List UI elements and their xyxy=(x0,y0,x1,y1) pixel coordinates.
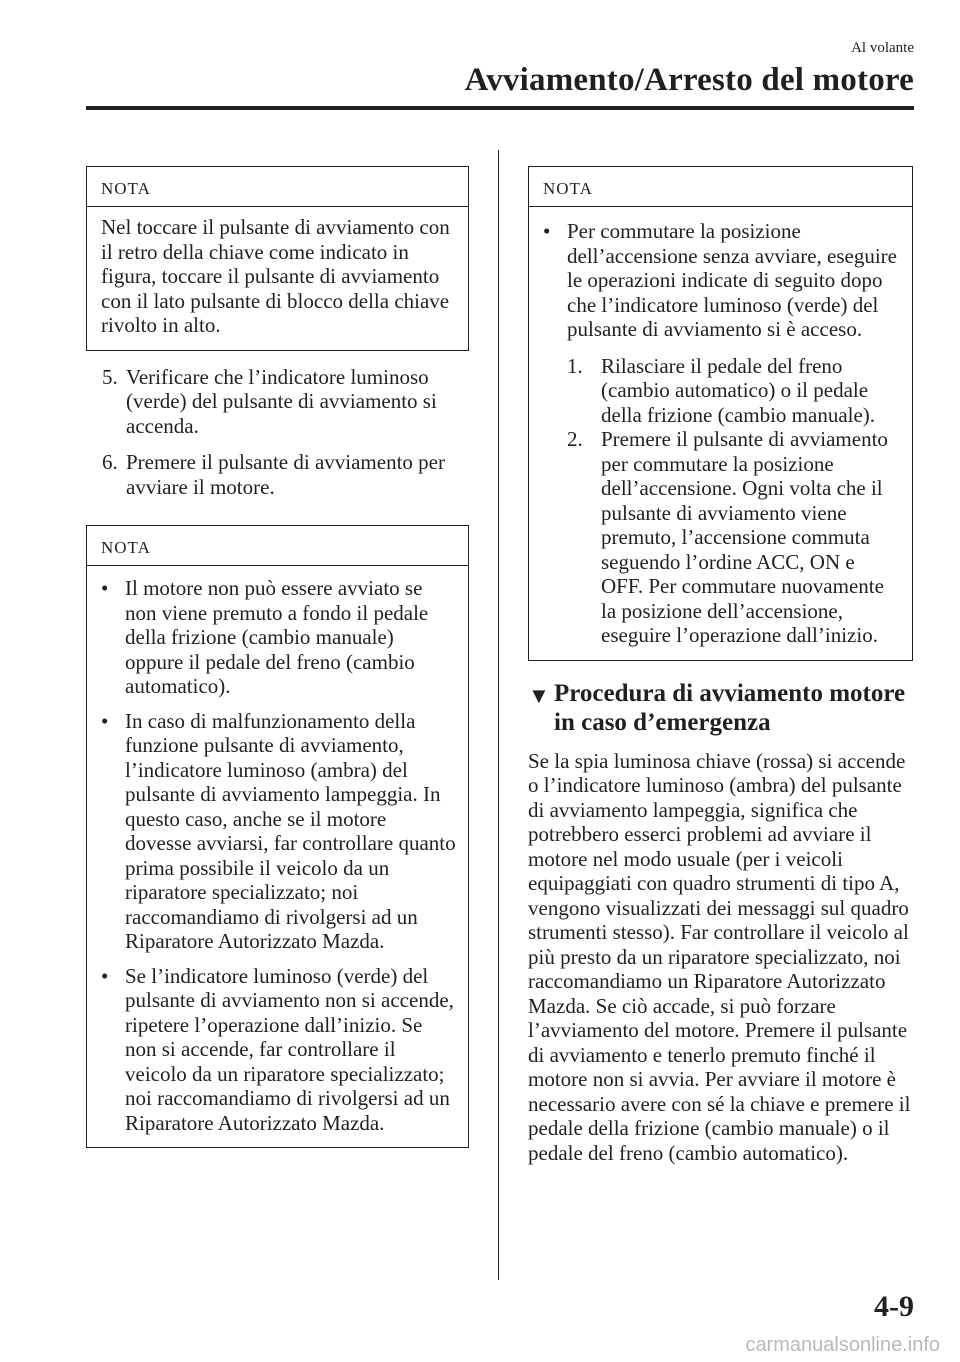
substep-1 xyxy=(567,354,900,428)
note-box-1 xyxy=(86,166,469,351)
note-bullet xyxy=(543,219,900,648)
note-body xyxy=(529,207,912,660)
note-box-2 xyxy=(86,525,469,1148)
triangle-down-icon: ▼ xyxy=(528,682,550,708)
note-label: NOTA xyxy=(87,526,468,566)
header-section-label: Al volante xyxy=(851,40,914,56)
bullet-text: Il motore non può essere avviato se non viene premuto a fondo il pedale della frizione (cambio manuale) oppure il pedale del freno (cambio automatico). xyxy=(125,576,429,698)
page-title: Avviamento/Arresto del motore xyxy=(464,62,914,98)
substep-number: 2. xyxy=(567,427,583,451)
note-text: Nel toccare il pulsante di avviamento con il retro della chiave come indicato in figura, toccare il pulsante di avviamento con il lato pulsante di blocco della chiave rivolto in alto. xyxy=(101,215,450,337)
step-6 xyxy=(86,450,469,499)
bullet-icon: • xyxy=(101,576,109,600)
left-column xyxy=(86,166,469,1148)
right-column xyxy=(528,166,913,1165)
step-number: 6. xyxy=(102,450,118,474)
note-bullet xyxy=(101,709,456,954)
page-number: 4-9 xyxy=(874,1290,914,1323)
note-label: NOTA xyxy=(529,167,912,207)
note-bullet xyxy=(101,964,456,1136)
step-number: 5. xyxy=(102,364,118,389)
note-box-3 xyxy=(528,166,913,661)
bullet-text: In caso di malfunzionamento della funzione pulsante di avviamento, l’indicatore luminoso (ambra) del pulsante di avviamento lampeggia. In questo caso, anche se il motore dovesse avviarsi, far controllare quanto prima possibile il veicolo da un riparatore specializzato; noi raccomandiamo di rivolgersi ad un Riparatore Autorizzato Mazda. xyxy=(125,708,456,953)
note-label: NOTA xyxy=(87,167,468,207)
bullet-text: Per commutare la posizione dell’accensione senza avviare, eseguire le operazioni indicate di seguito dopo che l’indicatore luminoso (verde) del pulsante di avviamento si è acceso. xyxy=(567,219,897,341)
section-heading-text: Procedura di avviamento motore in caso d’emergenza xyxy=(554,679,906,736)
note-body xyxy=(87,207,468,350)
substep-text: Premere il pulsante di avviamento per commutare la posizione dell’accensione. Ogni volta che il pulsante di avviamento viene premuto, l’accensione commuta seguendo l’ordine ACC, ON e OFF. Per commutare nuovamente la posizione dell’accensione, eseguire l’operazione dall’inizio. xyxy=(601,427,888,647)
substep-number: 1. xyxy=(567,353,583,378)
section-heading xyxy=(528,679,913,737)
substep-2 xyxy=(567,427,900,648)
step-text: Premere il pulsante di avviamento per avviare il motore. xyxy=(126,450,445,499)
watermark: carmanualsonline.info xyxy=(745,1334,940,1356)
body-paragraph: Se la spia luminosa chiave (rossa) si accende o l’indicatore luminoso (ambra) del pulsante di avviamento lampeggia, significa che potrebbero esserci problemi ad avviare il motore nel modo usuale (per i veicoli equipaggiati con quadro strumenti di tipo A, vengono visualizzati dei messaggi sul quadro strumenti stesso). Far controllare il veicolo al più presto da un riparatore specializzato, noi raccomandiamo un Riparatore Autorizzato Mazda. Se ciò accade, si può forzare l’avviamento del motore. Premere il pulsante di avviamento e tenerlo premuto finché il motore non si avvia. Per avviare il motore è necessario avere con sé la chiave e premere il pedale della frizione (cambio manuale) o il pedale del freno (cambio automatico). xyxy=(528,748,911,1165)
header-rule xyxy=(86,106,914,110)
bullet-icon: • xyxy=(101,963,109,988)
bullet-text: Se l’indicatore luminoso (verde) del pulsante di avviamento non si accende, ripetere l’operazione dall’inizio. Se non si accende, far controllare il veicolo da un riparatore specializzato; noi raccomandiamo di rivolgersi ad un Riparatore Autorizzato Mazda. xyxy=(125,963,454,1135)
column-divider xyxy=(498,150,499,1280)
bullet-icon: • xyxy=(101,708,109,733)
step-5 xyxy=(86,365,469,439)
bullet-icon: • xyxy=(543,219,551,243)
note-bullet xyxy=(101,576,456,699)
steps-list xyxy=(86,365,469,500)
substep-text: Rilasciare il pedale del freno (cambio automatico) o il pedale della frizione (cambio manuale). xyxy=(601,353,876,427)
substeps-list xyxy=(567,354,900,648)
step-text: Verificare che l’indicatore luminoso (verde) del pulsante di avviamento si accenda. xyxy=(126,364,437,438)
note-body xyxy=(87,566,468,1147)
